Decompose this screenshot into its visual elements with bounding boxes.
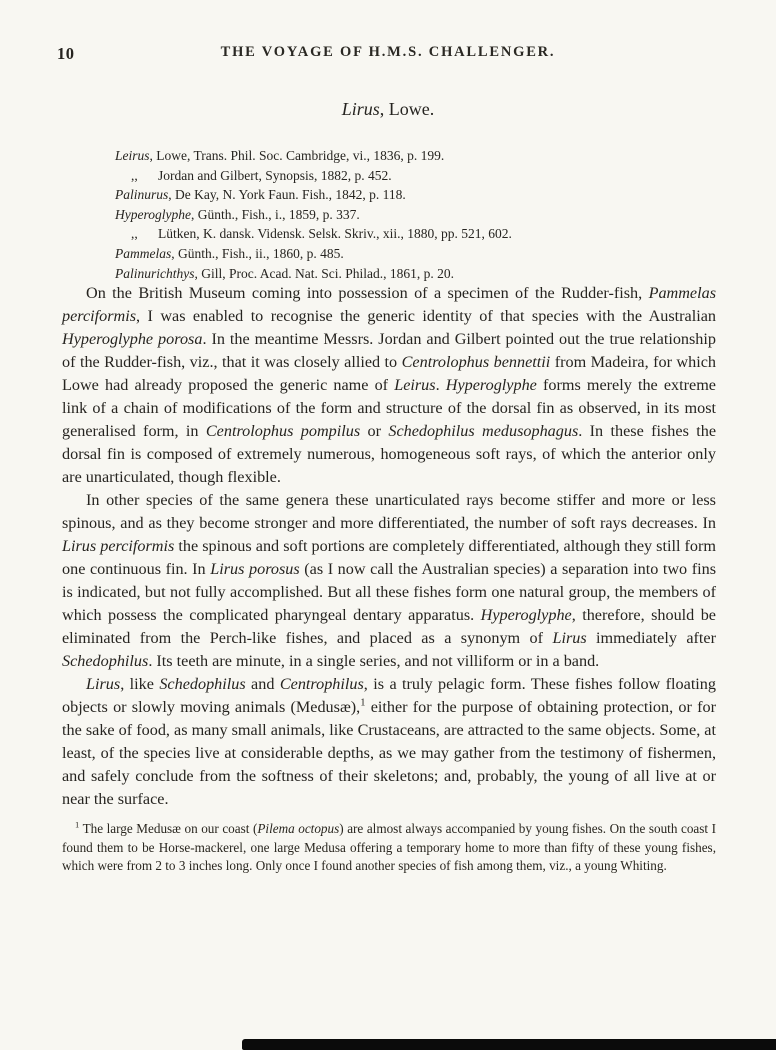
synonymy-list <box>115 146 715 283</box>
paragraph: In other species of the same genera these unarticulated rays become stiffer and more or less spinous, and as they become stronger and more differentiated, the number of soft rays decreases. In Lirus perciformis the spinous and soft portions are completely differentiated, although they still form one continuous fin. In Lirus porosus (as I now call the Australian species) a separation into two fins is indicated, but not fully accomplished. But all these fishes form one natural group, the members of which possess the complicated pharyngeal dentary apparatus. Hyperoglyphe, therefore, should be eliminated from the Perch-like fishes, and placed as a synonym of Lirus immediately after Schedophilus. Its teeth are minute, in a single series, and not villiform or in a band. <box>62 491 717 670</box>
footnote: $^1$ The large Medusæ on our coast (Pilema octopus) are almost always accompanied by young fishes. On the south coast I found them to be Horse-mackerel, one large Medusa offering a temporary home to more than fifty of these young fishes, which were from 2 to 3 inches long. Only once I found another species of fish among them, viz., a young Whiting. <box>62 819 716 874</box>
paragraph: On the British Museum coming into possession of a specimen of the Rudder-fish, Pammelas perciformis, I was enabled to recognise the generic identity of that species with the Australian Hyperoglyphe porosa. In the meantime Messrs. Jordan and Gilbert pointed out the true relationship of the Rudder-fish, viz., that it was closely allied to Centrolophus bennettii from Madeira, for which Lowe had already proposed the generic name of Leirus. Hyperoglyphe forms merely the extreme link of a chain of modifications of the form and structure of the dorsal fin as observed, in its most generalised form, in Centrolophus pompilus or Schedophilus medusophagus. In these fishes the dorsal fin is composed of extremely numerous, homogeneous soft rays, of which the anterior only are unarticulated, though flexible. <box>62 284 717 486</box>
paragraph: Lirus, like Schedophilus and Centrophilus, is a truly pelagic form. These fishes follow floating objects or slowly moving animals (Medusæ),$^1$ either for the purpose of obtaining protection, or for the sake of food, as many small animals, like Crustaceans, are attracted to the same objects. Some, at least, of the species live at considerable depths, as we may gather from the testimony of fishermen, and safely conclude from the softness of their skeletons; and, probably, the young of all live at or near the surface. <box>62 675 716 808</box>
body-text <box>62 282 716 876</box>
scan-artifact-bar <box>242 1039 776 1050</box>
reference-line: Palinurus, De Kay, N. York Faun. Fish., 1842, p. 118. <box>115 187 406 203</box>
reference-line: Palinurichthys, Gill, Proc. Acad. Nat. Sci. Philad., 1861, p. 20. <box>115 265 454 281</box>
running-title: THE VOYAGE OF H.M.S. CHALLENGER. <box>220 44 556 60</box>
page-number: 10 <box>57 44 75 63</box>
page-header <box>0 44 776 66</box>
reference-line: ,, Jordan and Gilbert, Synopsis, 1882, p. 452. <box>131 167 392 183</box>
reference-line: Hyperoglyphe, Günth., Fish., i., 1859, p. 337. <box>115 206 360 222</box>
reference-line: Leirus, Lowe, Trans. Phil. Soc. Cambridge, vi., 1836, p. 199. <box>115 148 445 163</box>
reference-line: ,, Lütken, K. dansk. Vidensk. Selsk. Skriv., xii., 1880, pp. 521, 602. <box>131 226 512 242</box>
reference-line: Pammelas, Günth., Fish., ii., 1860, p. 485. <box>115 245 344 261</box>
section-heading: Lirus, Lowe. <box>341 99 435 119</box>
